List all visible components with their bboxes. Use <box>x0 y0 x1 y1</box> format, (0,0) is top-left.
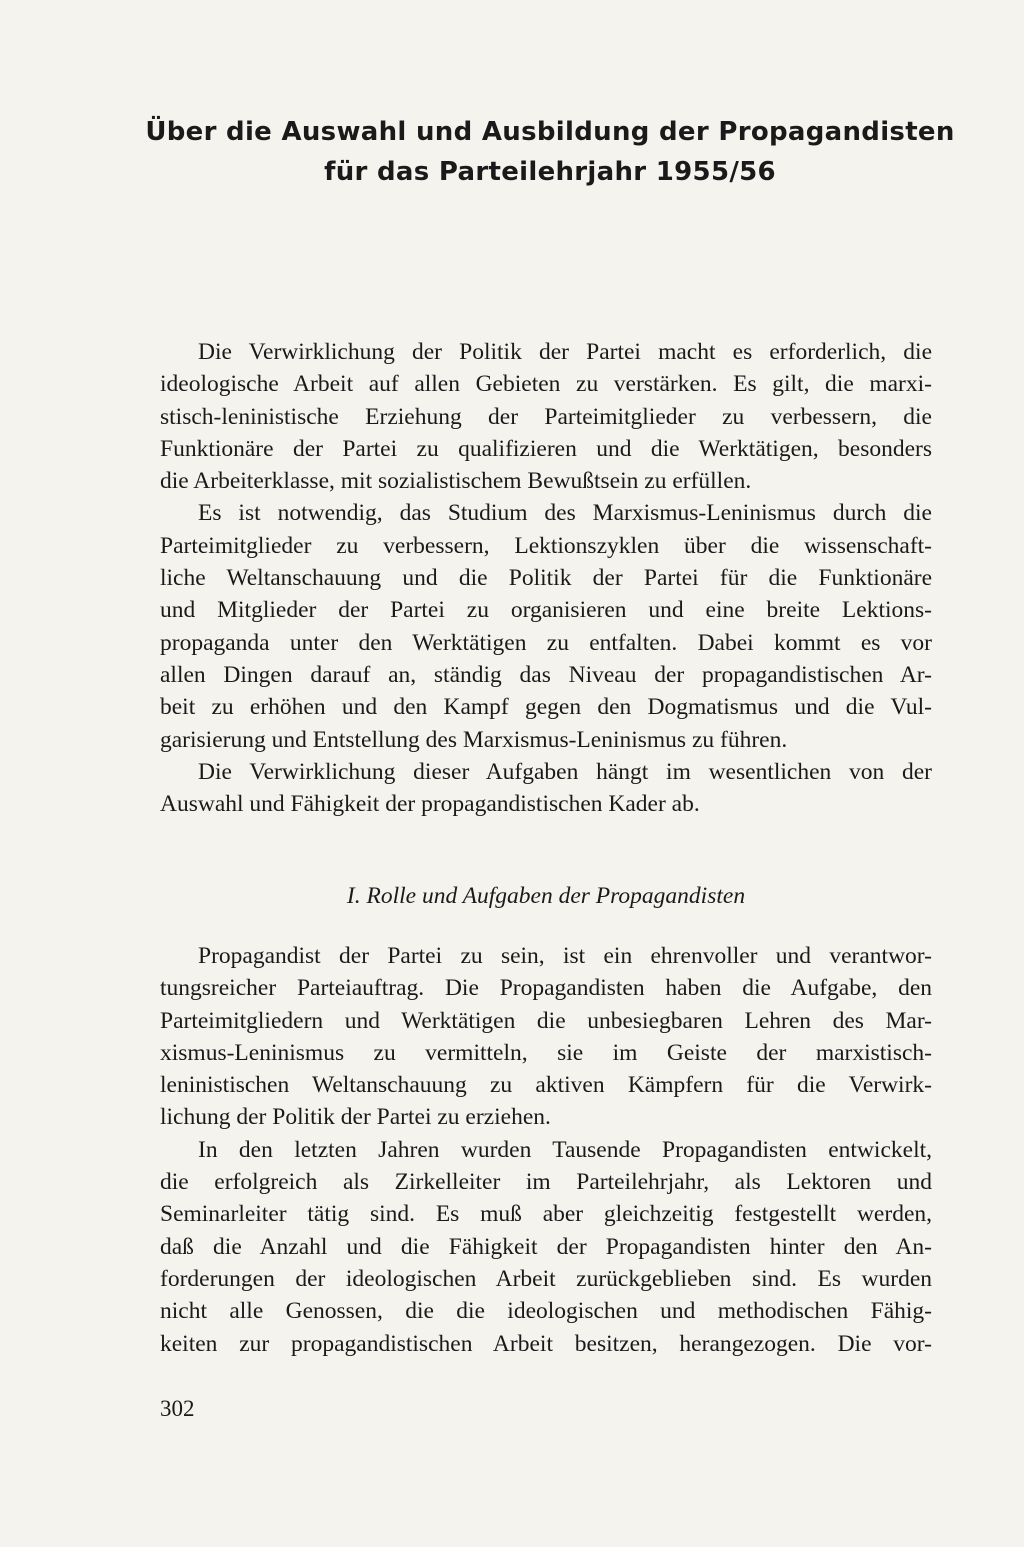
text-line: Es ist notwendig, das Studium des Marxismus-Leninismus durch die <box>198 500 932 527</box>
title-line-1: Über die Auswahl und Ausbildung der Propagandisten <box>145 117 955 147</box>
text-line: lichung der Politik der Partei zu erziehen. <box>160 1104 551 1131</box>
text-line: stisch-leninistische Erziehung der Parteimitglieder zu verbessern, die <box>160 403 932 430</box>
page-number: 302 <box>160 1396 195 1421</box>
text-line: leninistischen Weltanschauung zu aktiven Kämpfern für die Verwirk- <box>160 1072 932 1099</box>
text-line: Seminarleiter tätig sind. Es muß aber gleichzeitig festgestellt werden, <box>160 1201 932 1228</box>
paragraph <box>160 940 932 1134</box>
text-line: Parteimitgliedern und Werktätigen die unbesiegbaren Lehren des Mar- <box>160 1007 932 1034</box>
intro-text <box>160 336 932 820</box>
text-line: ideologische Arbeit auf allen Gebieten zu verstärken. Es gilt, die marxi- <box>160 371 932 398</box>
text-line: allen Dingen darauf an, ständig das Niveau der propagandistischen Ar- <box>160 661 932 688</box>
text-line: forderungen der ideologischen Arbeit zurückgeblieben sind. Es wurden <box>160 1265 932 1292</box>
text-line: und Mitglieder der Partei zu organisieren und eine breite Lektions- <box>160 597 932 624</box>
text-line: Propagandist der Partei zu sein, ist ein ehrenvoller und verantwor- <box>198 943 932 969</box>
paragraph <box>160 756 932 821</box>
paragraph <box>160 1134 932 1360</box>
text-line: liche Weltanschauung und die Politik der Partei für die Funktionäre <box>160 565 932 592</box>
text-line: beit zu erhöhen und den Kampf gegen den Dogmatismus und die Vul- <box>160 694 932 721</box>
text-line: Auswahl und Fähigkeit der propagandistischen Kader ab. <box>160 791 700 818</box>
text-line: Funktionäre der Partei zu qualifizieren und die Werktätigen, besonders <box>160 435 932 462</box>
title-line-2: für das Parteilehrjahr 1955/56 <box>324 157 776 187</box>
paragraph <box>160 497 932 755</box>
section-heading: I. Rolle und Aufgaben der Propagandisten <box>346 883 746 909</box>
text-line: garisierung und Entstellung des Marxismus-Leninismus zu führen. <box>160 726 788 753</box>
text-line: nicht alle Genossen, die die ideologischen und methodischen Fähig- <box>160 1298 932 1325</box>
text-line: die Arbeiterklasse, mit sozialistischem Bewußtsein zu erfüllen. <box>160 468 752 495</box>
section-text <box>160 940 932 1360</box>
text-line: tungsreicher Parteiauftrag. Die Propagandisten haben die Aufgabe, den <box>160 975 932 1002</box>
text-line: propaganda unter den Werktätigen zu entfalten. Dabei kommt es vor <box>160 629 932 656</box>
paragraph <box>160 336 932 497</box>
text-line: Parteimitglieder zu verbessern, Lektionszyklen über die wissenschaft- <box>160 532 932 559</box>
text-line: Die Verwirklichung der Politik der Partei macht es erforderlich, die <box>198 339 932 365</box>
text-line: die erfolgreich als Zirkelleiter im Parteilehrjahr, als Lektoren und <box>160 1169 932 1196</box>
text-line: keiten zur propagandistischen Arbeit besitzen, herangezogen. Die vor- <box>160 1330 932 1357</box>
text-line: xismus-Leninismus zu vermitteln, sie im Geiste der marxistisch- <box>160 1039 932 1066</box>
text-line: In den letzten Jahren wurden Tausende Propagandisten entwickelt, <box>198 1136 932 1163</box>
text-line: daß die Anzahl und die Fähigkeit der Propagandisten hinter den An- <box>160 1233 932 1260</box>
text-line: Die Verwirklichung dieser Aufgaben hängt im wesentlichen von der <box>198 758 932 785</box>
document-title <box>100 112 1000 192</box>
